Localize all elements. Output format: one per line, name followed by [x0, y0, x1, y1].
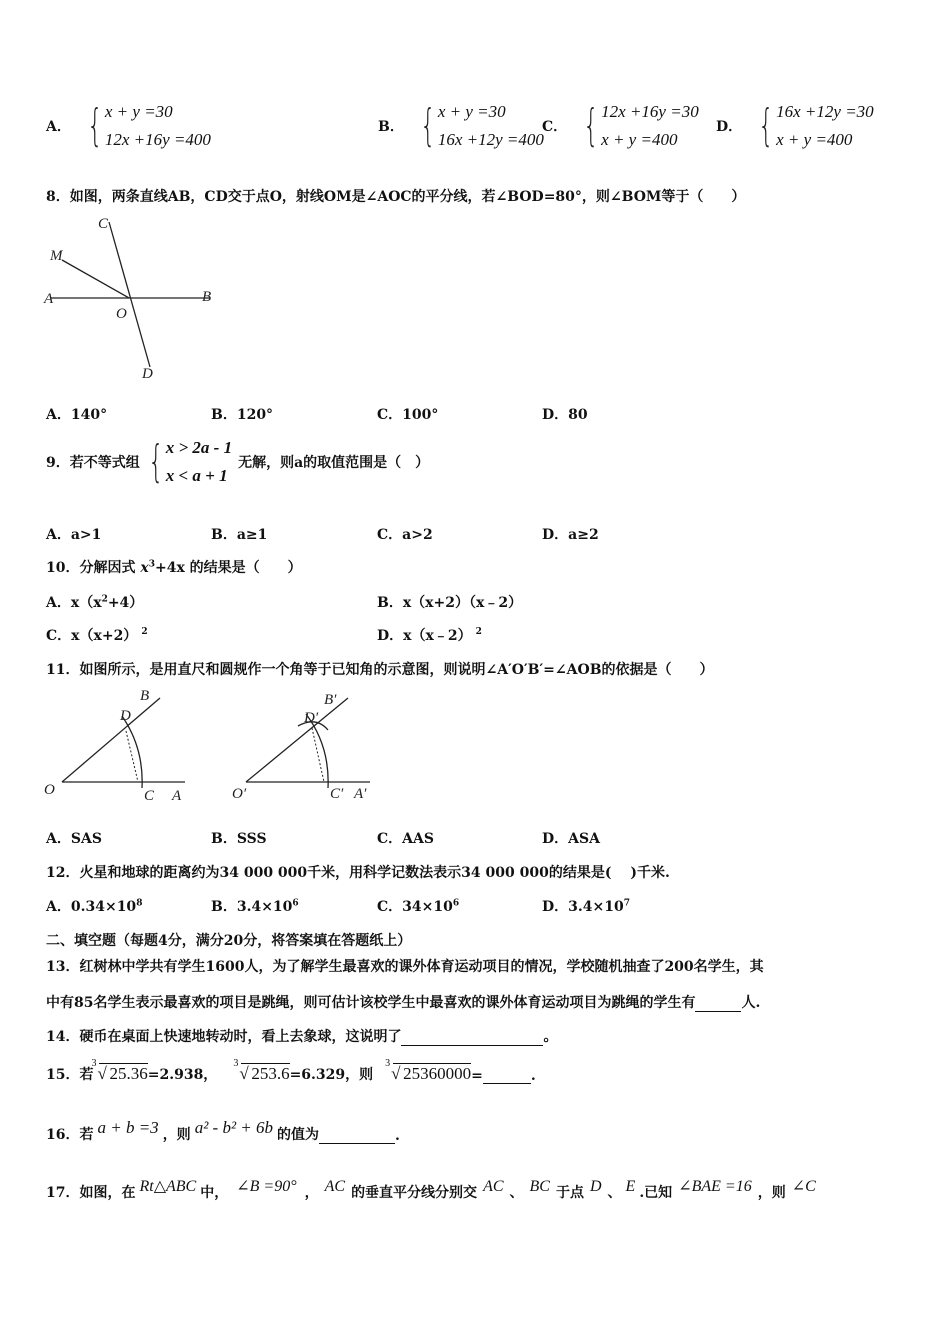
- q12-option-b: [211, 896, 299, 916]
- q11-figure-1: [40, 686, 200, 806]
- q9-option-a: A．a>1: [46, 527, 102, 543]
- q8-label-c: C: [98, 216, 109, 232]
- q17-angle-b: ∠B =90°: [236, 1178, 297, 1195]
- q8-label-m: M: [50, 248, 63, 264]
- q9-eq1: x > 2a - 1: [165, 438, 233, 457]
- q15-r2-index: 3: [233, 1058, 239, 1069]
- q10-d-text: D．x（x﹣2）: [377, 628, 472, 644]
- q15-radical-1: [91, 1058, 148, 1084]
- q7-d-eq1: 16x +12y =30: [776, 102, 874, 121]
- q17-t2: ，: [304, 1185, 319, 1201]
- brace-icon: {: [87, 100, 103, 151]
- radical-sign-icon: √: [97, 1064, 107, 1083]
- q11-option-c: C．AAS: [377, 831, 434, 847]
- q7-option-c: [542, 98, 699, 154]
- q17-ac2: AC: [483, 1178, 504, 1195]
- q17-d: D: [589, 1178, 602, 1195]
- q7-option-a: [46, 98, 211, 154]
- q7-a-eq1: x + y =30: [104, 102, 173, 121]
- q15-r2-body: 253.6: [241, 1063, 289, 1083]
- q11-f1-label-b: B: [140, 688, 150, 704]
- q11-f2-label-d: D′: [304, 710, 319, 726]
- q10-exp: 3: [148, 559, 155, 570]
- q17-t4: 、: [509, 1185, 524, 1201]
- q10-a-text: A．x（x: [46, 595, 102, 611]
- q16-end: .: [395, 1128, 400, 1144]
- q17-t7: .已知: [639, 1185, 673, 1201]
- q15-r3-body: 25360000: [393, 1063, 471, 1083]
- q14-answer-blank[interactable]: [401, 1031, 543, 1046]
- q12-b-base: B．3.4×10: [211, 899, 293, 915]
- q16-suffix: 的值为: [277, 1127, 320, 1143]
- brace-icon: {: [758, 100, 774, 151]
- q8-option-b: B．120°: [211, 407, 274, 423]
- q17-t5: 于点: [555, 1185, 584, 1201]
- brace-icon: {: [583, 100, 599, 151]
- q12-c-exp: 6: [452, 898, 460, 909]
- q17-t3: 的垂直平分线分别交: [351, 1185, 478, 1201]
- ray-om: [62, 260, 129, 298]
- q13-line1: 13．红树林中学共有学生1600人，为了解学生最喜欢的课外体育运动项目的情况，学校随机抽查了200名学生，其: [46, 959, 764, 975]
- q10-option-c: [46, 625, 148, 645]
- q10-a-post: +4）: [107, 595, 144, 611]
- q8-label-a: A: [44, 291, 54, 307]
- q10-stem: [46, 557, 302, 577]
- q17-ac: AC: [324, 1178, 346, 1195]
- q12-option-d: [542, 896, 630, 916]
- q11-figure-2: [228, 686, 388, 806]
- q12-d-exp: 7: [623, 898, 630, 909]
- q10-option-b: B．x（x+2）（x﹣2）: [377, 595, 523, 611]
- q11-f2-label-c: C′: [330, 786, 344, 802]
- q9-eq2: x < a + 1: [165, 466, 228, 485]
- q17-angle-c: ∠C: [791, 1178, 816, 1195]
- arc-cd: [122, 716, 142, 788]
- segment-dc: [126, 731, 138, 782]
- q15-prefix: 15．若: [46, 1067, 94, 1083]
- q13-answer-blank[interactable]: [695, 997, 741, 1012]
- q16-condition: a + b =3: [97, 1118, 159, 1137]
- q15-v1: =2.938，: [147, 1067, 218, 1083]
- section-2-heading: 二、填空题（每题4分，满分20分，将答案填在答题纸上）: [46, 933, 412, 949]
- q15-v2: =6.329，则: [289, 1067, 374, 1083]
- q7-a-eq2: 12x +16y =400: [104, 130, 211, 149]
- q10-text-post: +4x 的结果是（ ）: [154, 560, 302, 576]
- q9-option-b: B．a≥1: [211, 527, 268, 543]
- q11-f1-label-c: C: [144, 788, 155, 804]
- q15-v3: =: [471, 1068, 483, 1084]
- radical-sign-icon: √: [239, 1064, 249, 1083]
- q15-r3-index: 3: [385, 1058, 391, 1069]
- q17-prefix: 17．如图，在: [46, 1185, 136, 1201]
- q15-stem: [46, 1058, 536, 1084]
- q7-b-eq1: x + y =30: [437, 102, 506, 121]
- q10-expr: x: [140, 560, 149, 576]
- q12-stem: 12．火星和地球的距离约为34 000 000千米，用科学记数法表示34 000 000的结果是( )千米.: [46, 865, 670, 881]
- q10-option-a: [46, 592, 143, 612]
- q15-end: .: [530, 1068, 536, 1084]
- q17-t6: 、: [607, 1185, 622, 1201]
- q15-r1-index: 3: [91, 1058, 97, 1069]
- q15-answer-blank[interactable]: [483, 1069, 531, 1084]
- q16-answer-blank[interactable]: [319, 1129, 395, 1144]
- q7-c-eq1: 12x +16y =30: [601, 102, 699, 121]
- q12-a-exp: 8: [136, 898, 143, 909]
- q13-line2-end: 人.: [741, 995, 761, 1011]
- q9-stem: [46, 434, 429, 490]
- q17-angle-bae: ∠BAE =16: [678, 1178, 752, 1195]
- q11-option-b: B．SSS: [211, 831, 267, 847]
- q8-label-b: B: [202, 289, 212, 305]
- q15-radical-2: [233, 1058, 290, 1084]
- q8-label-d: D: [142, 366, 153, 382]
- q9-prefix: 9．若不等式组: [46, 455, 140, 471]
- q12-b-exp: 6: [292, 898, 299, 909]
- q13-line2: [46, 992, 760, 1012]
- q17-t8: ，则: [757, 1185, 786, 1201]
- q11-f2-label-o: O′: [232, 786, 247, 802]
- q16-expression: a² - b² + 6b: [194, 1118, 274, 1137]
- q9-option-d: D．a≥2: [542, 527, 599, 543]
- q10-c-exp: 2: [141, 627, 148, 638]
- q12-option-c: [377, 896, 459, 916]
- line-cd: [109, 222, 150, 367]
- q8-option-c: C．100°: [377, 407, 439, 423]
- q7-b-eq2: 16x +12y =400: [437, 130, 544, 149]
- q16-mid: ，则: [162, 1127, 191, 1143]
- brace-icon: {: [420, 100, 436, 151]
- q14-stem: [46, 1026, 557, 1046]
- q17-bc: BC: [529, 1178, 550, 1195]
- q12-d-base: D．3.4×10: [542, 899, 624, 915]
- brace-icon: {: [148, 436, 164, 487]
- q8-label-o: O: [116, 306, 127, 322]
- q17-stem: [46, 1178, 816, 1202]
- q11-option-d: D．ASA: [542, 831, 600, 847]
- q11-f2-label-a: A′: [354, 786, 367, 802]
- q11-option-a: A．SAS: [46, 831, 102, 847]
- ray-ob: [62, 698, 160, 782]
- q7-d-eq2: x + y =400: [776, 130, 853, 149]
- q8-figure: [40, 212, 230, 384]
- q8-stem: 8．如图，两条直线AB，CD交于点O，射线OM是∠AOC的平分线，若∠BOD=80°，则∠BOM等于（ ）: [46, 189, 746, 205]
- q8-option-d: D．80: [542, 407, 588, 423]
- q11-stem: 11．如图所示，是用直尺和圆规作一个角等于已知角的示意图，则说明∠A′O′B′=∠AOB的依据是（ ）: [46, 662, 714, 678]
- q7-d-label: D．: [716, 119, 743, 135]
- q11-f1-label-a: A: [172, 788, 182, 804]
- q10-d-exp: 2: [475, 627, 482, 638]
- q17-e: E: [625, 1178, 636, 1195]
- segment-d2c2: [312, 728, 324, 782]
- q7-option-d: [716, 98, 874, 154]
- q15-radical-3: [385, 1058, 472, 1084]
- q10-option-d: [377, 625, 482, 645]
- q12-c-base: C．34×10: [377, 899, 453, 915]
- q11-f1-label-o: O: [44, 782, 55, 798]
- q14-end: 。: [543, 1029, 558, 1045]
- q16-stem: [46, 1118, 400, 1144]
- q7-c-label: C．: [542, 119, 568, 135]
- q14-text: 14．硬币在桌面上快速地转动时，看上去象球，这说明了: [46, 1029, 402, 1045]
- q17-triangle: Rt△ABC: [139, 1178, 197, 1195]
- ray-o2b2: [246, 698, 348, 782]
- q11-f1-label-d: D: [120, 708, 131, 724]
- q7-option-b: [378, 98, 544, 154]
- q12-option-a: [46, 896, 142, 916]
- radical-sign-icon: √: [391, 1064, 401, 1083]
- q11-f2-label-b: B′: [324, 692, 337, 708]
- q9-suffix: 无解，则a的取值范围是（ ）: [238, 455, 430, 471]
- q7-a-label: A．: [46, 119, 71, 135]
- q10-c-text: C．x（x+2）: [46, 628, 138, 644]
- q8-option-a: A．140°: [46, 407, 108, 423]
- q10-text-pre: 10．分解因式: [46, 560, 141, 576]
- q17-t1: 中，: [200, 1185, 229, 1201]
- q15-r1-body: 25.36: [99, 1063, 147, 1083]
- q9-option-c: C．a>2: [377, 527, 433, 543]
- q13-line2-text: 中有85名学生表示最喜欢的项目是跳绳，则可估计该校学生中最喜欢的课外体育运动项目为跳绳的学生有: [46, 995, 696, 1011]
- q7-b-label: B．: [378, 119, 404, 135]
- q16-prefix: 16．若: [46, 1127, 94, 1143]
- q10-a-exp: 2: [101, 594, 108, 605]
- q12-a-base: A．0.34×10: [46, 899, 137, 915]
- q7-c-eq2: x + y =400: [601, 130, 678, 149]
